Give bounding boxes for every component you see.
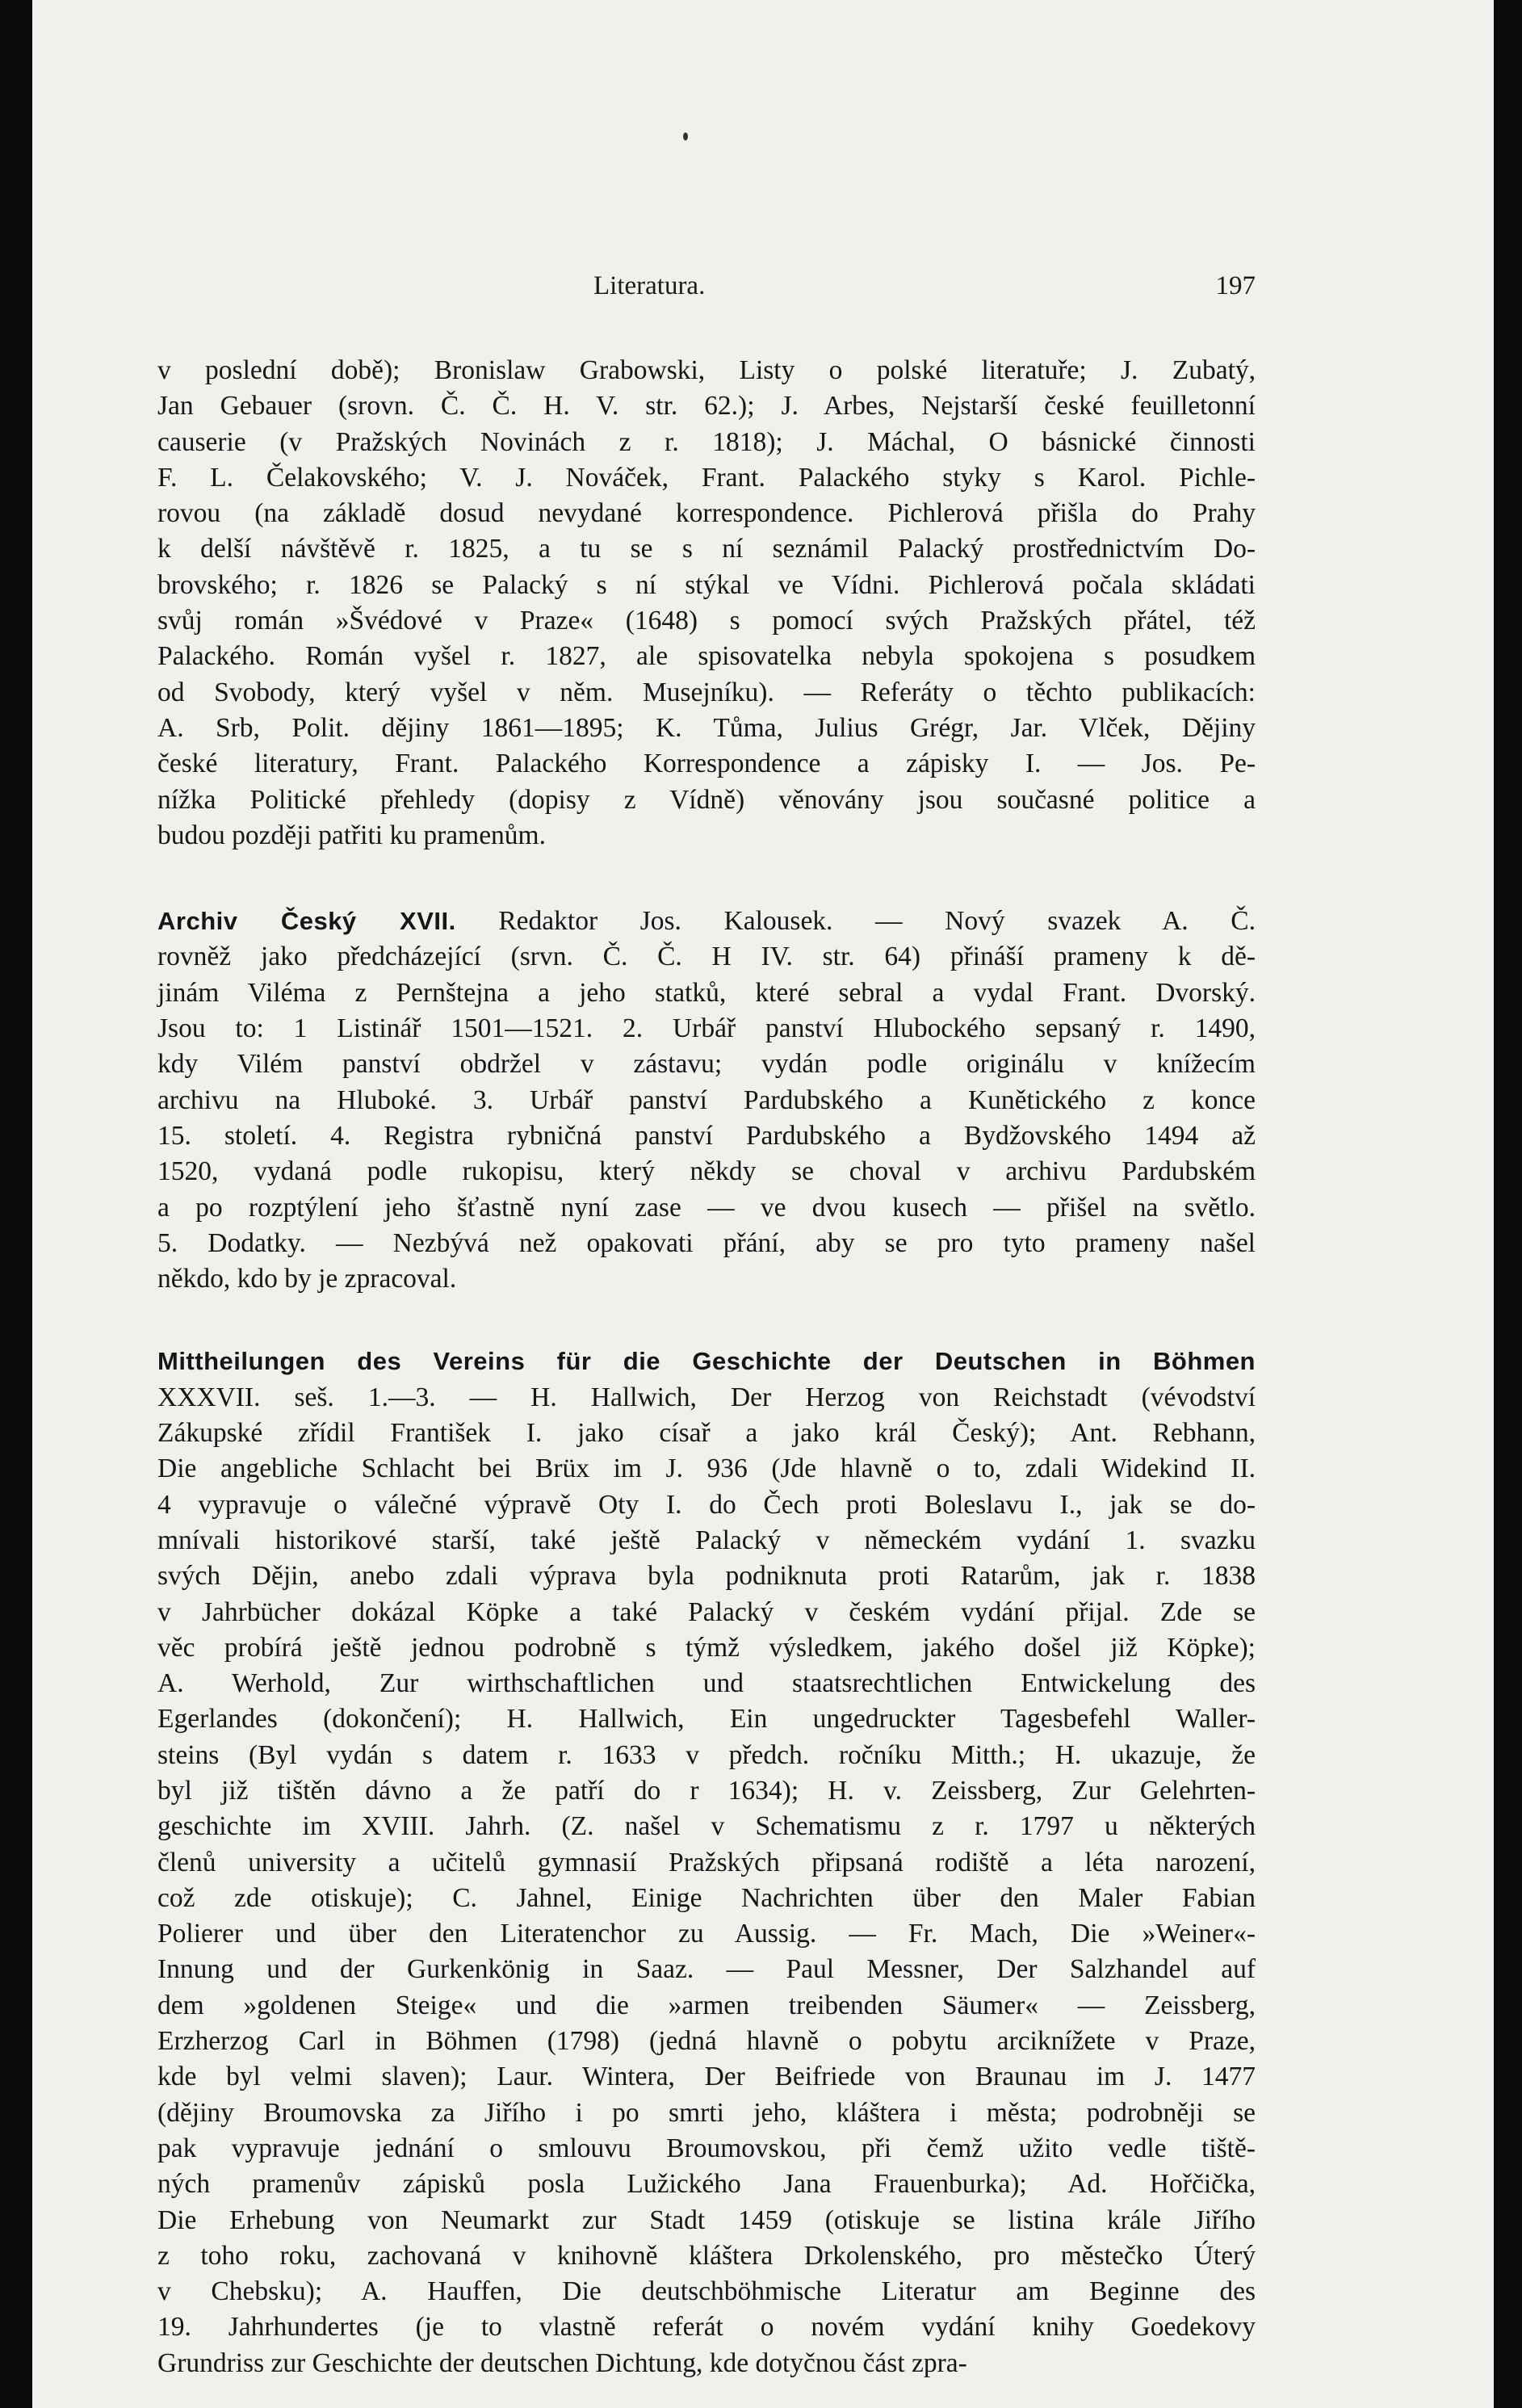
line-text: Innung und der Gurkenkönig in Saaz. — Paul Messner, Der Salzhandel auf <box>157 1954 1256 1985</box>
text-line <box>157 1451 1256 1487</box>
line-text: a po rozptýlení jeho šťastně nyní zase — ve dvou kusech — přišel na světlo. <box>157 1192 1256 1223</box>
line-text: rovněž jako předcházející (srvn. Č. Č. H IV. str. 64) přináší prameny k dě- <box>157 942 1256 972</box>
line-text: budou později patřiti ku pramenům. <box>157 820 546 850</box>
text-line <box>157 818 1256 854</box>
text-line <box>157 1881 1256 1916</box>
line-text: kdy Vilém panství obdržel v zástavu; vydán podle originálu v knížecím <box>157 1049 1256 1080</box>
line-text: což zde otiskuje); C. Jahnel, Einige Nachrichten über den Maler Fabian <box>157 1882 1256 1913</box>
line-text: někdo, kdo by je zpracoval. <box>157 1264 457 1294</box>
line-text: z toho roku, zachovaná v knihovně kláštera Drkolenského, pro městečko Úterý <box>157 2240 1256 2271</box>
line-text: 1520, vydaná podle rukopisu, který někdy se choval v archivu Pardubském <box>157 1156 1256 1187</box>
line-text: svůj román »Švédové v Praze« (1648) s pomocí svých Pražských přátel, též <box>157 606 1256 636</box>
section-archiv-cesky <box>157 904 1256 1297</box>
text-line <box>157 2095 1256 2131</box>
line-text: A. Werhold, Zur wirthschaftlichen und staatsrechtlichen Entwickelung des <box>157 1668 1256 1699</box>
line-text: dem »goldenen Steige« und die »armen treibenden Säumer« — Zeissberg, <box>157 1990 1256 2020</box>
line-text: Grundriss zur Geschichte der deutschen Dichtung, kde dotyčnou část zpra- <box>157 2347 967 2378</box>
text-line <box>157 531 1256 567</box>
line-text: Jsou to: 1 Listinář 1501—1521. 2. Urbář panství Hlubockého sepsaný r. 1490, <box>157 1013 1256 1044</box>
line-text: kde byl velmi slaven); Laur. Wintera, Der Beifriede von Braunau im J. 1477 <box>157 2062 1256 2092</box>
text-line <box>157 939 1256 975</box>
line-text: XXXVII. seš. 1.—3. — H. Hallwich, Der Herzog von Reichstadt (vévodství <box>157 1382 1256 1412</box>
header-title: Literatura. <box>593 271 706 300</box>
line-text: Die Erhebung von Neumarkt zur Stadt 1459 (otiskuje se listina krále Jiřího <box>157 2205 1256 2235</box>
text-line <box>157 1558 1256 1594</box>
text-line <box>157 1226 1256 1261</box>
text-line <box>157 1083 1256 1118</box>
text-line <box>157 904 1256 939</box>
line-text: Polierer und über den Literatenchor zu Aussig. — Fr. Mach, Die »Weiner«- <box>157 1919 1256 1949</box>
text-line <box>157 460 1256 496</box>
line-text: 4 vypravuje o válečné výpravě Oty I. do Čech proti Boleslavu I., jak se do- <box>157 1489 1256 1520</box>
page-number: 197 <box>1215 271 1256 300</box>
line-text: Palackého. Román vyšel r. 1827, ale spisovatelka nebyla spokojena s posudkem <box>157 641 1256 672</box>
line-text: v poslední době); Bronislaw Grabowski, Listy o polské literatuře; J. Zubatý, <box>157 355 1256 385</box>
line-text: rovou (na základě dosud nevydané korrespondence. Pichlerová přišla do Prahy <box>157 498 1256 529</box>
line-text: steins (Byl vydán s datem r. 1633 v předch. ročníku Mitth.; H. ukazuje, že <box>157 1739 1256 1770</box>
line-text: archivu na Hluboké. 3. Urbář panství Pardubského a Kunětického z konce <box>157 1084 1256 1115</box>
text-line <box>157 1630 1256 1666</box>
text-line <box>157 568 1256 603</box>
text-line <box>157 496 1256 531</box>
text-line <box>157 1523 1256 1558</box>
ink-speck <box>683 132 688 141</box>
text-line <box>157 1773 1256 1809</box>
text-line <box>157 1047 1256 1082</box>
section-heading: Mittheilungen des Vereins für die Geschichte der Deutschen in Böhmen <box>157 1347 1256 1376</box>
text-line <box>157 2059 1256 2095</box>
text-line <box>157 388 1256 424</box>
text-line <box>157 1380 1256 1416</box>
text-line <box>157 1595 1256 1630</box>
line-text: svých Dějin, anebo zdali výprava byla podniknuta proti Ratarům, jak r. 1838 <box>157 1561 1256 1592</box>
line-text: k delší návštěvě r. 1825, a tu se s ní seznámil Palacký prostřednictvím Do- <box>157 534 1256 564</box>
text-line <box>157 1487 1256 1523</box>
line-text: jinám Viléma z Pernštejna a jeho statků, které sebral a vydal Frant. Dvorský. <box>157 977 1256 1008</box>
text-line <box>157 1666 1256 1701</box>
book-page <box>32 0 1494 2408</box>
text-line <box>157 2131 1256 2167</box>
text-line <box>157 711 1256 746</box>
text-line <box>157 746 1256 782</box>
text-line <box>157 1416 1256 1451</box>
text-line <box>157 782 1256 818</box>
line-text: Egerlandes (dokončení); H. Hallwich, Ein ungedruckter Tagesbefehl Waller- <box>157 1704 1256 1735</box>
text-line <box>157 2309 1256 2345</box>
text-line <box>157 425 1256 460</box>
text-line <box>157 639 1256 674</box>
line-text: pak vypravuje jednání o smlouvu Broumovskou, při čemž užito vedle tiště- <box>157 2133 1256 2163</box>
text-line <box>157 1738 1256 1773</box>
text-line <box>157 1190 1256 1226</box>
line-text: brovského; r. 1826 se Palacký s ní stýkal ve Vídni. Pichlerová počala skládati <box>157 569 1256 600</box>
text-line <box>157 675 1256 711</box>
line-text: mnívali historikové starší, také ještě Palacký v německém vydání 1. svazku <box>157 1525 1256 1555</box>
line-text: (dějiny Broumovska za Jiřího i po smrti jeho, kláštera i města; podrobněji se <box>157 2097 1256 2128</box>
line-text: byl již tištěn dávno a že patří do r 1634); H. v. Zeissberg, Zur Gelehrten- <box>157 1775 1256 1806</box>
line-text: ných pramenův zápisků posla Lužického Jana Frauenburka); Ad. Hořčička, <box>157 2169 1256 2200</box>
text-line <box>157 2346 1256 2381</box>
text-line <box>157 1916 1256 1952</box>
text-line <box>157 1809 1256 1844</box>
text-line <box>157 2167 1256 2202</box>
text-line <box>157 1011 1256 1047</box>
text-line <box>157 353 1256 388</box>
text-line <box>157 1154 1256 1189</box>
text-line <box>157 1845 1256 1881</box>
text-line <box>157 2024 1256 2059</box>
line-text: Erzherzog Carl in Böhmen (1798) (jedná hlavně o pobytu arciknížete v Praze, <box>157 2026 1256 2057</box>
line-text: v Jahrbücher dokázal Köpke a také Palacký v českém vydání přijal. Zde se <box>157 1596 1256 1627</box>
text-line <box>157 1118 1256 1154</box>
text-line <box>157 2203 1256 2238</box>
line-text: Die angebliche Schlacht bei Brüx im J. 936 (Jde hlavně o to, zdali Widekind II. <box>157 1454 1256 1484</box>
line-text: 19. Jahrhundertes (je to vlastně referát o novém vydání knihy Goedekovy <box>157 2312 1256 2343</box>
line-text: geschichte im XVIII. Jahrh. (Z. našel v Schematismu z r. 1797 u některých <box>157 1811 1256 1842</box>
body-text <box>157 353 1256 2381</box>
line-text: členů university a učitelů gymnasií Pražských připsaná rodiště a léta narození, <box>157 1847 1256 1877</box>
line-text: od Svobody, který vyšel v něm. Musejníku). — Referáty o těchto publikacích: <box>157 677 1256 707</box>
section-literature-references <box>157 353 1256 854</box>
line-text: věc probírá ještě jednou podrobně s týmž výsledkem, jakého došel již Köpke); <box>157 1632 1256 1663</box>
line-text: Redaktor Jos. Kalousek. — Nový svazek A. Č. <box>455 906 1256 937</box>
line-text: české literatury, Frant. Palackého Korrespondence a zápisky I. — Jos. Pe- <box>157 749 1256 779</box>
text-line <box>157 1701 1256 1737</box>
text-line <box>157 1988 1256 2024</box>
text-line <box>157 975 1256 1011</box>
line-text: v Chebsku); A. Hauffen, Die deutschböhmische Literatur am Beginne des <box>157 2276 1256 2307</box>
line-text: causerie (v Pražských Novinách z r. 1818); J. Máchal, O básnické činnosti <box>157 426 1256 457</box>
section-mittheilungen <box>157 1344 1256 2381</box>
text-line <box>157 2274 1256 2309</box>
text-line <box>157 603 1256 639</box>
text-line <box>157 1952 1256 1987</box>
text-line <box>157 1261 1256 1297</box>
section-heading: Archiv Český XVII. <box>157 907 456 936</box>
text-line <box>157 2238 1256 2274</box>
line-text: Jan Gebauer (srovn. Č. Č. H. V. str. 62.); J. Arbes, Nejstarší české feuilletonní <box>157 391 1256 422</box>
line-text: 15. století. 4. Registra rybničná panství Pardubského a Bydžovského 1494 až <box>157 1120 1256 1151</box>
line-text: F. L. Čelakovského; V. J. Nováček, Frant. Palackého styky s Karol. Pichle- <box>157 462 1256 493</box>
line-text: 5. Dodatky. — Nezbývá než opakovati přání, aby se pro tyto prameny našel <box>157 1227 1256 1258</box>
line-text: nížka Politické přehledy (dopisy z Vídně) věnovány jsou současné politice a <box>157 784 1256 815</box>
line-text: A. Srb, Polit. dějiny 1861—1895; K. Tůma, Julius Grégr, Jar. Vlček, Dějiny <box>157 712 1256 743</box>
line-text: Zákupské zřídil František I. jako císař a jako král Český); Ant. Rebhann, <box>157 1418 1256 1449</box>
